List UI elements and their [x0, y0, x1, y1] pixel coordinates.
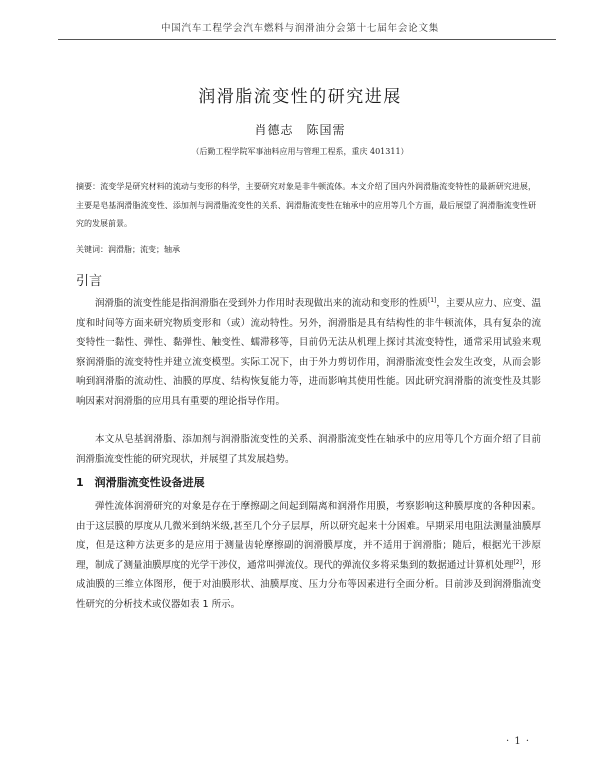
keywords: 关键词：润滑脂；流变；轴承	[76, 245, 180, 254]
section-heading-intro: 引言	[76, 274, 103, 289]
paper-title: 润滑脂流变性的研究进展	[198, 87, 402, 107]
section-1-paragraph-1	[76, 497, 541, 614]
intro-paragraph-2: 本文从皂基润滑脂、添加剂与润滑脂流变性的关系、润滑脂流变性在轴承中的应用等几个方面介绍了目前润滑脂流变性能的研究现状，并展望了其发展趋势。	[76, 434, 541, 465]
intro-p1-text-b: ，主要从应力、应变、温度和时间等方面来研究物质变形和（或）流动特性。另外，润滑脂是具有结构性的非牛顿流体，具有复杂的流变特性一黏性、弹性、黏弹性、触变性、蠕滞移等，目前仍无法从机理上探讨其流变特性，通常采用试验来观察润滑脂的流变特性并建立流变模型。实际工况下，由于外力剪切作用，润滑脂流变性会发生改变，从而会影响到润滑脂的流动性、油膜的厚度、结构恢复能力等，进而影响其使用性能。因此研究润滑脂的流变性及其影响因素对润滑脂的应用具有重要的理论指导作用。	[76, 298, 541, 407]
s1-p1-text-a: 弹性流体润滑研究的对象是存在于摩擦副之间起到隔离和润滑作用膜，考察影响这种膜厚度的各种因素。由于这层膜的厚度从几微米到纳米级,甚至几个分子层厚，所以研究起来十分困难。早期采用电阻法测量油膜厚度，但是这种方法更多的是应用于测量齿轮摩擦副的润滑膜厚度，并不适用于润滑脂；随后，根据光干涉原理，制成了测量油膜厚度的光学干涉仪，通常叫弹流仪。现代的弹流仪多将采集到的数据通过计算机处理	[76, 501, 541, 571]
intro-p1-text-a: 润滑脂的流变性能是指润滑脂在受到外力作用时表现做出来的流动和变形的性质	[95, 298, 428, 309]
citation-ref-2[interactable]: [2]	[513, 558, 522, 566]
citation-ref-1[interactable]: [1]	[427, 296, 437, 304]
paper-authors: 肖德志 陈国需	[254, 123, 346, 137]
running-header: 中国汽车工程学会汽车燃料与润滑油分会第十七届年会论文集	[160, 23, 440, 34]
abstract: 摘要：流变学是研究材料的流动与变形的科学，主要研究对象是非牛顿流体。本文介绍了国内外润滑脂流变特性的最新研究进展，主要是皂基润滑脂流变性、添加剂与润滑脂流变性的关系、润滑脂流变性在轴承中的应用等几个方面，最后展望了润滑脂流变性研究的发展前景。	[76, 182, 536, 228]
header-divider	[58, 39, 556, 40]
intro-paragraph-1	[76, 294, 541, 411]
section-heading-1: 1 润滑脂流变性设备进展	[76, 476, 205, 489]
s1-p1-text-b: ，形成油膜的三维立体图形，便于对油膜形状、油膜厚度、压力分布等因素进行全面分析。目前涉及到润滑脂流变性研究的分析技术或仪器如表 1 所示。	[76, 559, 541, 610]
page-number-marker: · 1 ·	[506, 736, 531, 747]
paper-affiliation: （后勤工程学院军事油料应用与管理工程系，重庆 401311）	[191, 147, 409, 156]
